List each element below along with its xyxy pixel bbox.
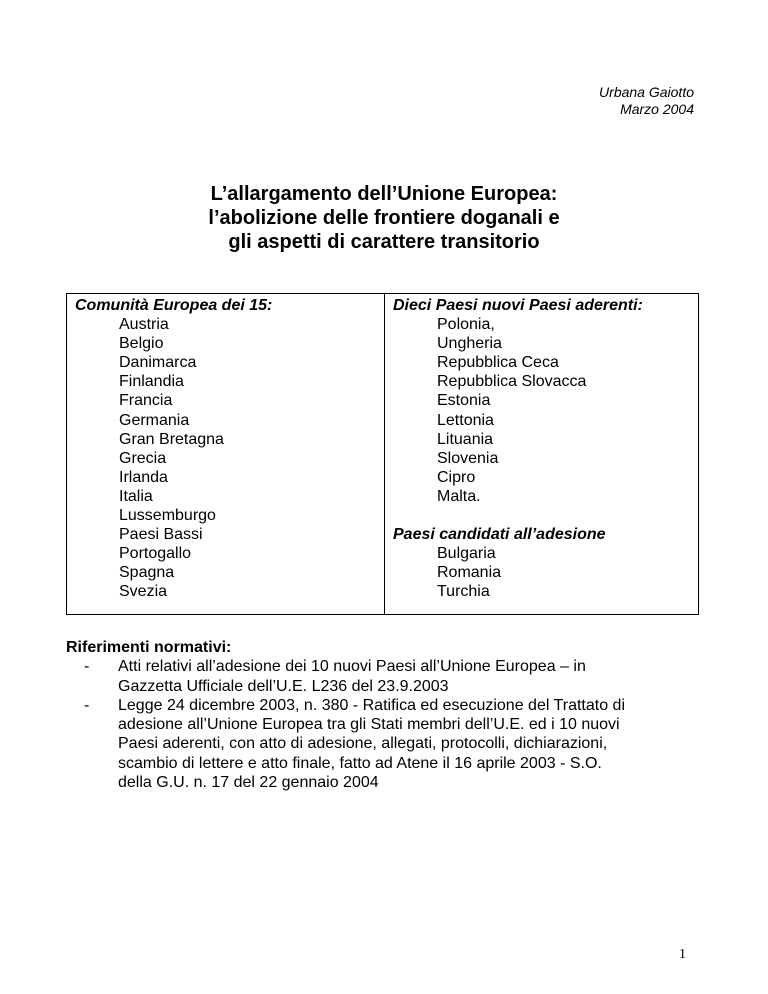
eu15-list xyxy=(75,315,376,601)
title-line: l’abolizione delle frontiere doganali e xyxy=(208,207,560,229)
list-item: Repubblica Slovacca xyxy=(437,373,587,391)
list-item: Lettonia xyxy=(437,411,494,429)
list-item: Romania xyxy=(437,564,502,582)
candidates-list xyxy=(393,544,690,601)
list-item: Malta. xyxy=(437,487,481,505)
reference-item xyxy=(66,657,726,696)
list-item: Portogallo xyxy=(119,545,192,563)
list-item: Estonia xyxy=(437,392,491,410)
dash-marker: - xyxy=(84,696,90,714)
references-list xyxy=(66,657,726,792)
document-title xyxy=(0,182,768,254)
list-item: Spagna xyxy=(119,564,175,582)
eu15-column xyxy=(67,294,385,615)
table-row xyxy=(67,294,699,615)
list-item: Svezia xyxy=(119,583,168,601)
list-item: Austria xyxy=(119,316,169,334)
list-item: Irlanda xyxy=(119,468,168,486)
list-item: Turchia xyxy=(437,583,490,601)
list-item: Finlandia xyxy=(119,373,184,391)
list-item: Belgio xyxy=(119,335,164,353)
list-item: Bulgaria xyxy=(437,545,496,563)
reference-line: Atti relativi all’adesione dei 10 nuovi Paesi all’Unione Europea – in xyxy=(118,658,586,676)
list-item: Lussemburgo xyxy=(119,507,216,525)
reference-line: Legge 24 dicembre 2003, n. 380 - Ratifica ed esecuzione del Trattato di xyxy=(118,696,625,714)
list-item: Cipro xyxy=(437,468,476,486)
document-date: Marzo 2004 xyxy=(620,101,694,117)
reference-line: adesione all’Unione Europea tra gli Stati membri dell’U.E. ed i 10 nuovi xyxy=(118,716,620,734)
countries-table xyxy=(66,293,699,615)
author-block xyxy=(599,84,694,118)
dash-marker: - xyxy=(84,658,90,676)
new-members-column xyxy=(385,294,699,615)
reference-line: Paesi aderenti, con atto di adesione, allegati, protocolli, dichiarazioni, xyxy=(118,735,608,753)
list-item: Polonia, xyxy=(437,316,495,334)
title-line: gli aspetti di carattere transitorio xyxy=(228,231,540,253)
reference-line: della G.U. n. 17 del 22 gennaio 2004 xyxy=(118,774,379,792)
candidates-heading: Paesi candidati all’adesione xyxy=(393,526,606,544)
reference-line: Gazzetta Ufficiale dell’U.E. L236 del 23.9.2003 xyxy=(118,677,449,695)
reference-line: scambio di lettere e atto finale, fatto ad Atene il 16 aprile 2003 - S.O. xyxy=(118,754,602,772)
list-item: Repubblica Ceca xyxy=(437,354,559,372)
author-name: Urbana Gaiotto xyxy=(599,84,694,100)
list-item: Francia xyxy=(119,392,173,410)
reference-item xyxy=(66,696,726,792)
list-item: Ungheria xyxy=(437,335,502,353)
spacer xyxy=(393,506,690,525)
references-section xyxy=(66,638,726,792)
list-item: Lituania xyxy=(437,430,494,448)
eu15-heading: Comunità Europea dei 15: xyxy=(75,297,273,314)
list-item: Italia xyxy=(119,487,153,505)
references-title: Riferimenti normativi: xyxy=(66,639,232,656)
list-item: Germania xyxy=(119,411,190,429)
list-item: Danimarca xyxy=(119,354,197,372)
list-item: Slovenia xyxy=(437,449,499,467)
list-item: Gran Bretagna xyxy=(119,430,224,448)
list-item: Grecia xyxy=(119,449,167,467)
title-line: L’allargamento dell’Unione Europea: xyxy=(210,183,558,205)
new-members-heading: Dieci Paesi nuovi Paesi aderenti: xyxy=(393,297,643,314)
new-members-list xyxy=(393,315,690,506)
page-number: 1 xyxy=(679,947,686,962)
list-item: Paesi Bassi xyxy=(119,526,203,544)
